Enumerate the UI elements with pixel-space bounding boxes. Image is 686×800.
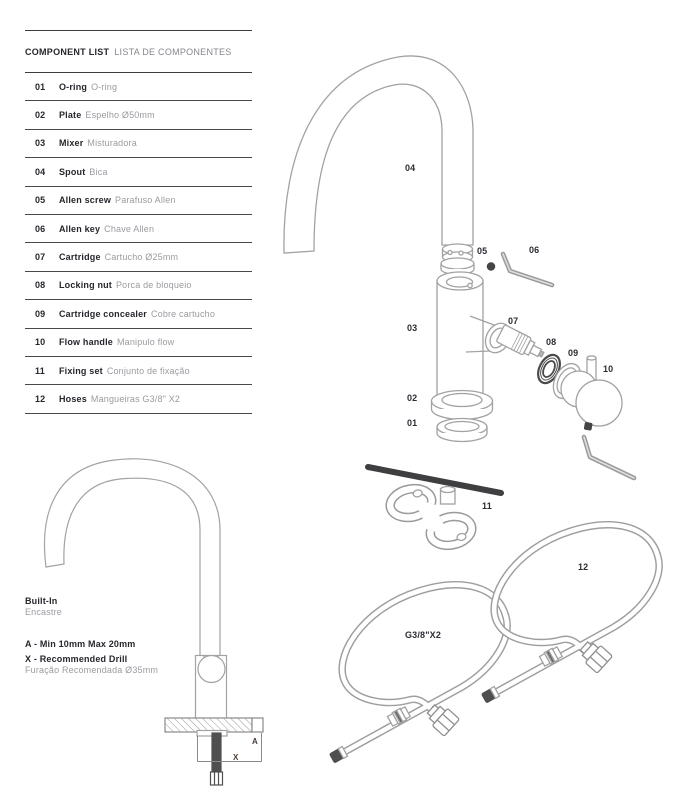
part-label-03: 03 <box>407 323 418 333</box>
dimension-x-note-pt: Furação Recomendada Ø35mm <box>25 665 159 675</box>
component-name-pt: Manipulo flow <box>116 337 175 348</box>
part-label-04: 04 <box>405 163 416 173</box>
component-name-en: Allen key <box>59 223 101 234</box>
component-name-en: Hoses <box>59 393 87 404</box>
threaded-rod-drawing <box>212 733 221 772</box>
component-name-en: O-ring <box>59 81 88 92</box>
component-name-pt: Conjunto de fixação <box>106 365 190 376</box>
component-name-en: Fixing set <box>59 365 103 376</box>
hose-left-drawing <box>329 585 507 763</box>
component-name-en: Plate <box>59 110 82 121</box>
plate-drawing <box>432 391 493 420</box>
handle-screw-drawing <box>584 423 592 431</box>
allen-key-drawing <box>503 254 552 285</box>
component-number: 01 <box>35 81 46 92</box>
component-name-pt: Porca de bloqueio <box>115 280 192 291</box>
dimension-x-note: X - Recommended Drill <box>25 654 128 664</box>
dimension-a-note: A - Min 10mm Max 20mm <box>25 639 136 649</box>
component-name-pt: Bica <box>89 166 108 177</box>
part-label-09: 09 <box>568 348 579 358</box>
component-name-en: Allen screw <box>59 195 112 206</box>
component-name-en: Locking nut <box>59 280 112 291</box>
component-name-pt: Chave Allen <box>104 223 155 234</box>
component-name-en: Cartridge <box>59 252 101 263</box>
builtin-title-pt: Encastre <box>25 607 62 617</box>
component-name-pt: Misturadora <box>87 138 137 149</box>
component-number: 05 <box>35 195 46 206</box>
fixing-bracket-1 <box>388 485 435 521</box>
dimension-x-label: X <box>233 753 239 762</box>
component-name-pt: O-ring <box>91 81 118 92</box>
component-name-pt: Cobre cartucho <box>150 308 216 319</box>
part-label-08: 08 <box>546 337 557 347</box>
builtin-spout-drawing <box>44 459 220 658</box>
component-name-pt: Parafuso Allen <box>115 195 176 206</box>
dimension-a-label: A <box>252 737 258 746</box>
component-name-en: Mixer <box>59 138 84 149</box>
part-label-05: 05 <box>477 246 488 256</box>
part-label-02: 02 <box>407 393 418 403</box>
component-name-pt: Espelho Ø50mm <box>85 110 155 121</box>
handle-allen-key-drawing <box>584 437 634 478</box>
component-number: 06 <box>35 223 46 234</box>
hose-spec-label: G3/8"X2 <box>405 630 442 640</box>
builtin-view-drawing <box>44 459 263 785</box>
component-number: 09 <box>35 308 46 319</box>
builtin-title-en: Built-In <box>25 596 58 606</box>
part-label-10: 10 <box>603 364 614 374</box>
part-label-11: 11 <box>482 501 492 511</box>
cartridge-drawing <box>496 325 547 363</box>
component-name-en: Cartridge concealer <box>59 308 147 319</box>
component-name-pt: Cartucho Ø25mm <box>104 252 179 263</box>
component-number: 11 <box>35 365 45 376</box>
builtin-handle-drawing <box>198 656 225 683</box>
part-label-07: 07 <box>508 316 519 326</box>
component-number: 10 <box>35 337 46 348</box>
component-name-pt: Mangueiras G3/8" X2 <box>90 393 181 404</box>
component-list-title-pt: LISTA DE COMPONENTES <box>114 46 232 57</box>
component-list-title-en: COMPONENT LIST <box>25 46 110 57</box>
part-label-01: 01 <box>407 418 418 428</box>
spout-base-rings <box>441 244 474 275</box>
spout-drawing <box>284 56 473 253</box>
component-number: 07 <box>35 252 46 263</box>
allen-screw-drawing <box>487 263 494 270</box>
component-number: 03 <box>35 138 46 149</box>
component-number: 02 <box>35 110 46 121</box>
component-number: 04 <box>35 166 46 177</box>
component-name-en: Spout <box>59 166 86 177</box>
component-number: 08 <box>35 280 46 291</box>
rod-nut-drawing <box>211 772 223 785</box>
exploded-view-drawing <box>284 56 659 763</box>
fixing-bracket-2 <box>428 513 475 549</box>
component-number: 12 <box>35 393 46 404</box>
part-label-06: 06 <box>529 245 540 255</box>
part-label-12: 12 <box>578 562 589 572</box>
oring-drawing <box>437 419 487 442</box>
component-name-en: Flow handle <box>59 337 113 348</box>
